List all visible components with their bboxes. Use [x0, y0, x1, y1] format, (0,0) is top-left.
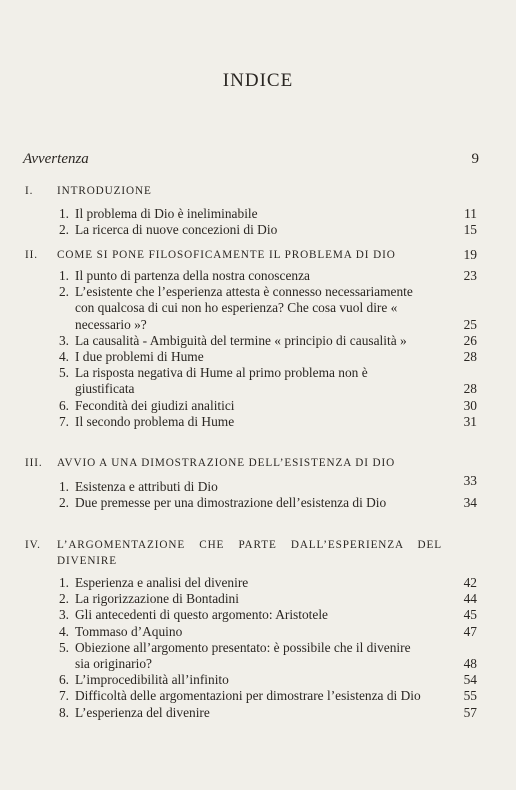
section-title: L’ARGOMENTAZIONE CHE PARTE DALL’ESPERIENZA DEL DIVENIRE — [57, 539, 442, 567]
toc-entry — [0, 268, 516, 284]
toc-section-1 — [0, 183, 516, 238]
entry-page: 23 — [463, 268, 477, 283]
entry-text: L’esperienza del divenire — [75, 704, 210, 720]
toc-entry — [0, 688, 516, 704]
entry-number: 3. — [58, 332, 69, 348]
toc-intro-row — [23, 151, 479, 168]
toc-entry — [0, 624, 516, 640]
entry-page: 47 — [463, 623, 477, 639]
toc-intro-page: 9 — [471, 151, 479, 167]
entry-number: 1. — [58, 479, 69, 494]
section-number: II. — [25, 249, 38, 261]
entry-text: Esperienza e analisi del divenire — [75, 575, 249, 590]
entry-number: 6. — [58, 672, 69, 688]
toc-entry — [0, 591, 516, 607]
entry-text: Gli antecedenti di questo argomento: Aristotele — [75, 607, 328, 623]
toc-entry — [0, 414, 516, 430]
section-title: COME SI PONE FILOSOFICAMENTE IL PROBLEMA DI DIO — [57, 249, 396, 261]
entry-page: 26 — [463, 332, 477, 348]
entry-number: 2. — [58, 591, 69, 607]
section-number: IV. — [25, 539, 41, 551]
entry-text: L’esistente che l’esperienza attesta è connesso necessariamente con qualcosa di cui non ho esperienza? Che cosa vuol dire « necessario »? — [75, 284, 413, 332]
entry-text: Difficoltà delle argomentazioni per dimostrare l’esistenza di Dio — [75, 688, 421, 704]
entry-page: 11 — [464, 206, 477, 221]
section-heading — [0, 455, 516, 471]
entry-text: Tommaso d’Aquino — [75, 623, 183, 639]
toc-entry — [0, 284, 516, 333]
toc-entry — [0, 575, 516, 591]
section-number: III. — [25, 457, 43, 469]
entry-text: La causalità - Ambiguità del termine « principio di causalità » — [75, 332, 407, 348]
toc-entry — [0, 365, 516, 397]
entry-number: 1. — [58, 575, 69, 590]
toc-section-4 — [0, 537, 516, 721]
entry-text: Il secondo problema di Hume — [75, 413, 235, 429]
entry-text: Obiezione all’argomento presentato: è possibile che il divenire sia originario? — [75, 639, 411, 672]
toc-entry — [0, 473, 516, 495]
entry-text: L’improcedibilità all’infinito — [75, 672, 229, 688]
page-title: INDICE — [222, 70, 294, 91]
toc-entry — [0, 640, 516, 672]
entry-number: 1. — [58, 206, 69, 221]
entry-page: 25 — [463, 316, 477, 332]
toc-entry — [0, 349, 516, 365]
entry-page: 48 — [463, 656, 477, 672]
entry-number: 7. — [58, 688, 69, 704]
toc-entry — [0, 672, 516, 688]
entry-number: 5. — [58, 365, 69, 381]
toc-entry — [0, 607, 516, 623]
toc-section-3 — [0, 455, 516, 511]
entry-page: 28 — [463, 349, 477, 365]
toc-entry — [0, 206, 516, 222]
entry-number: 8. — [58, 704, 69, 720]
entry-text: La risposta negativa di Hume al primo problema non è giustificata — [75, 365, 368, 397]
toc-intro-label: Avvertenza — [23, 151, 89, 167]
toc-entry — [0, 495, 516, 511]
entry-page: 42 — [463, 575, 477, 590]
entry-number: 3. — [58, 607, 69, 623]
entry-number: 2. — [58, 495, 69, 511]
entry-text: Due premesse per una dimostrazione dell’esistenza di Dio — [75, 495, 387, 511]
entry-page: 54 — [463, 672, 477, 688]
entry-page: 33 — [463, 473, 477, 488]
section-number: I. — [25, 185, 34, 197]
section-title: AVVIO A UNA DIMOSTRAZIONE DELL’ESISTENZA DI DIO — [57, 457, 396, 469]
toc-section-2 — [0, 247, 516, 430]
entry-text: I due problemi di Hume — [75, 349, 204, 365]
entry-page: 55 — [463, 688, 477, 704]
toc-entry — [0, 222, 516, 238]
entry-text: Esistenza e attributi di Dio — [75, 479, 218, 494]
entry-number: 7. — [58, 413, 69, 429]
toc-entry — [0, 333, 516, 349]
entry-number: 2. — [58, 284, 69, 300]
section-heading — [0, 537, 516, 569]
section-heading — [0, 247, 516, 263]
entry-page: 30 — [463, 397, 477, 413]
section-page: 19 — [463, 247, 477, 262]
section-heading — [0, 183, 516, 199]
entry-number: 6. — [58, 397, 69, 413]
entry-number: 5. — [58, 639, 69, 655]
entry-page: 34 — [463, 495, 477, 511]
entry-number: 4. — [58, 349, 69, 365]
toc-entry — [0, 398, 516, 414]
entry-text: Il punto di partenza della nostra conoscenza — [75, 268, 310, 283]
entry-text: Il problema di Dio è ineliminabile — [75, 206, 258, 221]
entry-text: Fecondità dei giudizi analitici — [75, 397, 235, 413]
section-title: INTRODUZIONE — [57, 185, 152, 197]
entry-page: 15 — [463, 222, 477, 238]
entry-number: 4. — [58, 623, 69, 639]
entry-number: 2. — [58, 222, 69, 238]
entry-text: La ricerca di nuove concezioni di Dio — [75, 222, 278, 238]
entry-page: 57 — [463, 704, 477, 720]
entry-page: 31 — [463, 413, 477, 429]
entry-page: 28 — [463, 381, 477, 397]
entry-page: 44 — [463, 591, 477, 607]
toc-entry — [0, 705, 516, 721]
entry-number: 1. — [58, 268, 69, 283]
entry-page: 45 — [463, 607, 477, 623]
entry-text: La rigorizzazione di Bontadini — [75, 591, 239, 607]
